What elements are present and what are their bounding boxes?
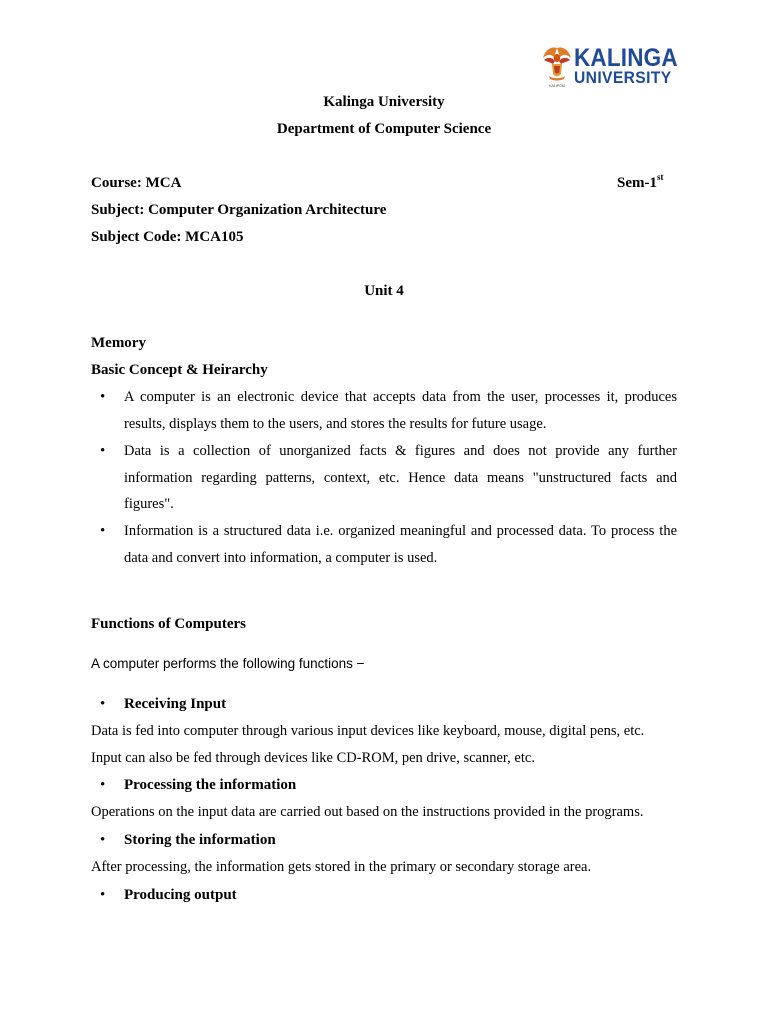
semester-label (617, 173, 664, 193)
memory-bullet-3: Information is a structured data i.e. organized meaningful and processed data. To process the data and convert into information, a computer is used. (124, 523, 677, 566)
memory-bullet-1: A computer is an electronic device that accepts data from the user, processes it, produces results, displays them to the users, and stores the results for future usage. (124, 389, 677, 432)
logo-line-university: UNIVERSITY (574, 68, 672, 87)
function-text-line: After processing, the information gets stored in the primary or secondary storage area. (91, 859, 592, 875)
subject-code-line: Subject Code: MCA105 (91, 229, 244, 245)
svg-text:KALIPOM: KALIPOM (549, 84, 565, 88)
bullet-icon: • (100, 832, 106, 848)
section-subheading-hierarchy: Basic Concept & Heirarchy (91, 362, 268, 378)
bullet-icon: • (100, 887, 106, 903)
institution-title: Kalinga University (323, 94, 445, 110)
function-title-producing-output: Producing output (124, 887, 237, 903)
semester-prefix: Sem-1 (617, 175, 657, 191)
function-title-storing: Storing the information (124, 832, 276, 848)
section-heading-functions: Functions of Computers (91, 616, 247, 632)
function-text-line: Data is fed into computer through various input devices like keyboard, mouse, digital pens, etc. (91, 723, 645, 739)
bullet-icon: • (100, 389, 106, 405)
bullet-icon: • (100, 523, 106, 539)
bullet-icon: • (100, 443, 106, 459)
kalinga-university-logo (541, 44, 681, 90)
unit-title: Unit 4 (364, 283, 404, 299)
course-line: Course: MCA (91, 175, 182, 191)
bullet-icon: • (100, 696, 106, 712)
logo-line-kalinga: KALINGA (574, 44, 678, 72)
function-text-line: Input can also be fed through devices like CD-ROM, pen drive, scanner, etc. (91, 750, 535, 766)
department-title: Department of Computer Science (276, 121, 492, 137)
subject-line: Subject: Computer Organization Architecture (91, 202, 387, 218)
functions-intro: A computer performs the following functions − (91, 656, 365, 671)
function-title-processing: Processing the information (124, 777, 297, 793)
semester-suffix: st (657, 172, 664, 182)
bullet-icon: • (100, 777, 106, 793)
function-title-receiving-input: Receiving Input (124, 696, 227, 712)
section-heading-memory: Memory (91, 335, 146, 351)
memory-bullet-2: Data is a collection of unorganized facts & figures and does not provide any further information regarding patterns, context, etc. Hence data means "unstructured facts and figures". (124, 443, 677, 513)
function-text-line: Operations on the input data are carried out based on the instructions provided in the programs. (91, 804, 644, 820)
emblem-icon (541, 44, 573, 90)
